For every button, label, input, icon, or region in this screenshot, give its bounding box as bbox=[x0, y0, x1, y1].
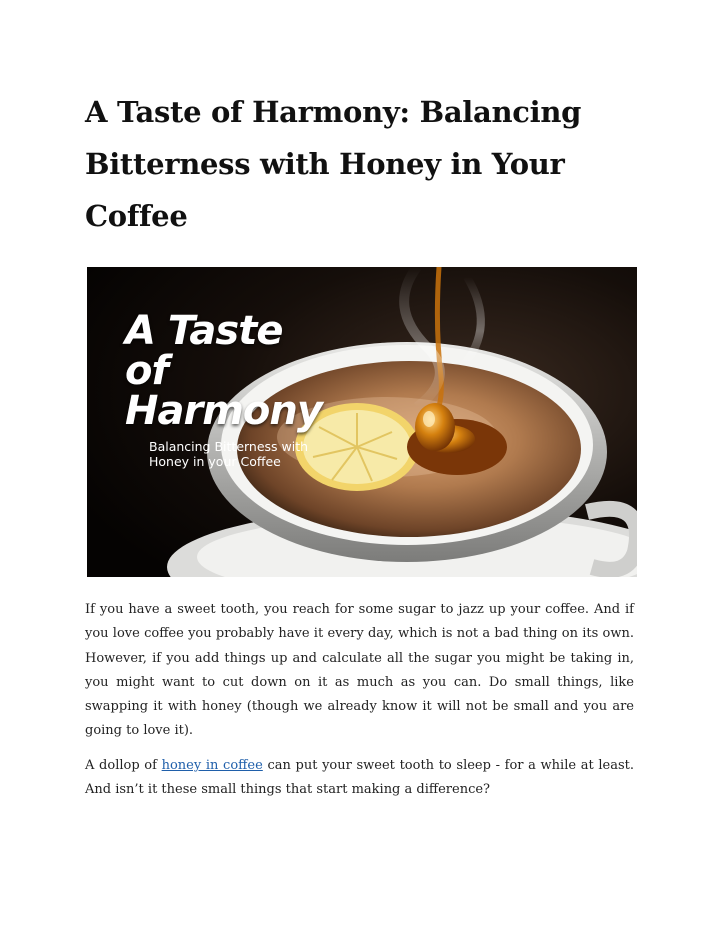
hero-image bbox=[87, 267, 637, 577]
article-body bbox=[85, 598, 634, 812]
article-title: A Taste of Harmony: Balancing Bitterness with Honey in Your Coffee bbox=[85, 95, 582, 233]
honey-in-coffee-link[interactable]: honey in coffee bbox=[161, 757, 263, 773]
hero-subtitle: Balancing Bitterness with Honey in your Coffee bbox=[149, 439, 309, 469]
hero-title: A Taste of Harmony bbox=[125, 308, 322, 434]
paragraph-2-before: A dollop of bbox=[85, 757, 162, 773]
paragraph-2-after: can put your sweet tooth to sleep - for a while at least. And isn’t it these small things that start making a difference? bbox=[85, 757, 634, 798]
article-header bbox=[85, 86, 635, 242]
hero-text-overlay bbox=[125, 308, 365, 469]
paragraph-2 bbox=[85, 754, 634, 803]
paragraph-1: If you have a sweet tooth, you reach for some sugar to jazz up your coffee. And if you love coffee you probably have it every day, which is not a bad thing on its own. However, if you add things up and calculate all the sugar you might be taking in, you might want to cut down on it as much as you can. Do small things, like swapping it with honey (though we already know it will not be small and you are going to love it). bbox=[85, 602, 634, 739]
